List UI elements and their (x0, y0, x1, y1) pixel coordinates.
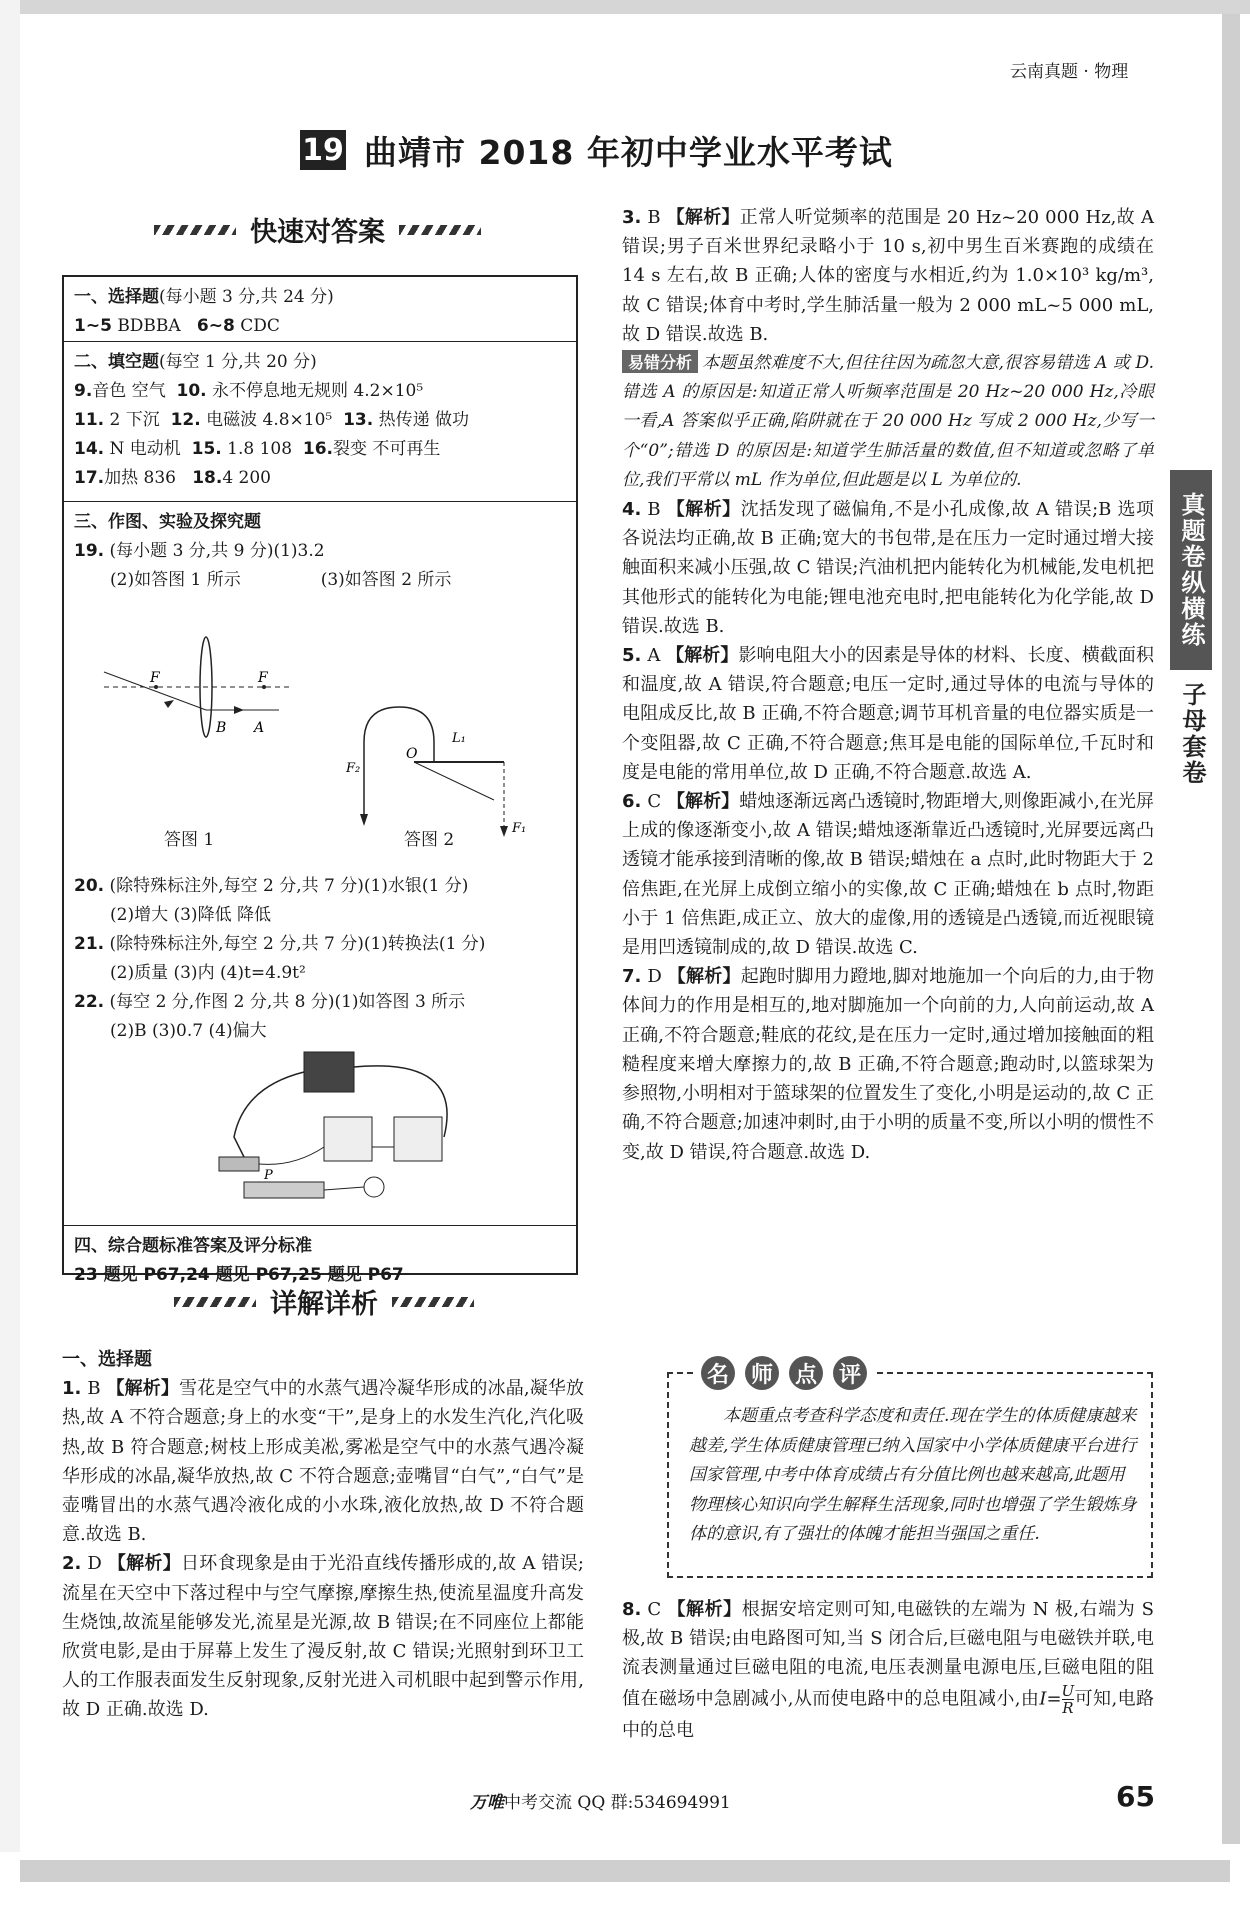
arrowhead (234, 706, 244, 714)
q-num: 3. (622, 207, 642, 228)
explanation-item (62, 1549, 584, 1724)
q-num: 6. (622, 791, 642, 813)
jiexi-tag: 【解析】 (666, 791, 740, 813)
footer-text: 中考交流 QQ 群:534694991 (504, 1793, 731, 1813)
fill-heading: 二、填空题 (74, 352, 159, 372)
q-num: 14. (74, 439, 105, 459)
fill-line (74, 406, 566, 435)
explanation-text-cont: 可知,电路中的总电 (622, 1688, 1154, 1741)
answer-choice-section (64, 277, 576, 342)
arrowhead (500, 826, 508, 837)
label-F: F (150, 670, 160, 686)
explanation-text: 正常人听觉频率的范围是 20 Hz~20 000 Hz,故 A 错误;男子百米世界纪录略小于 10 s,初中男生百米赛跑的成绩在 14 s 左右,故 B 正确;人体的密度与水相近,约为 1.0×10³ kg/m³,故 C 错误;体育中考时,学生肺活量一般为 2 000 mL~5 000 mL,故 D 错误.故选 B. (622, 207, 1154, 345)
choice-note: (每小题 3 分,共 24 分) (159, 287, 334, 307)
exam-number-badge: 19 (300, 130, 346, 170)
series-label: 云南真题 · 物理 (1010, 62, 1129, 82)
scan-edge-top (0, 0, 1250, 14)
fill-answer: 热传递 做功 (378, 410, 469, 430)
scan-edge-left (0, 0, 20, 1860)
q-num: 8. (622, 1599, 642, 1620)
q19-part2: (2)如答图 1 所示 (110, 570, 241, 590)
circuit-diagram (204, 1047, 504, 1207)
explanation-text: 雪花是空气中的水蒸气遇冷凝华形成的冰晶,凝华放热,故 A 不符合题意;身上的水变“干”,是身上的水发生汽化,汽化吸热,故 B 符合题意;树枝上形成美凇,雾凇是空气中的水蒸气遇冷凝华形成的冰晶,凝华放热,故 C 不符合题意;壶嘴冒“白气”,“白气”是壶嘴冒出的水蒸气遇冷液化成的小水珠,液化放热,故 D 不符合题意.故选 B. (62, 1378, 584, 1546)
footer (470, 1788, 731, 1813)
q-num: 12. (170, 410, 201, 430)
quick-answers-heading (140, 210, 495, 249)
q-num: 4. (622, 499, 642, 521)
q-num: 5. (622, 645, 642, 667)
answer-letter: D (87, 1553, 102, 1575)
arrowhead (360, 814, 368, 826)
choice-section-heading: 一、选择题 (62, 1349, 152, 1370)
answer-letter: D (647, 966, 662, 988)
answer-fill-section (64, 342, 576, 502)
left-column (62, 1345, 584, 1725)
q-num: 7. (622, 966, 642, 988)
label-F2: F₂ (346, 761, 361, 776)
q-num: 21. (74, 934, 105, 954)
right-column (622, 203, 1154, 1167)
lever-arm (364, 707, 434, 822)
page-title (300, 128, 893, 172)
explanation-text: 影响电阻大小的因素是导体的材料、长度、横截面积和温度,故 A 错误,符合题意;电压一定时,通过导体的电流与导体的电阻成反比,故 B 正确,不符合题意;调节耳机音量的电位器实质是一个变阻器,故 C 正确,不符合题意;焦耳是电能的国际单位,千瓦时和度是电能的常用单位,故 D 正确,不符合题意.故选 A. (622, 645, 1154, 783)
fill-answer: 4 200 (222, 468, 271, 488)
header-char: 师 (745, 1356, 779, 1390)
header-char: 名 (701, 1356, 735, 1390)
teacher-comment-header (695, 1356, 873, 1390)
choice-answers-1: BDBBA (117, 316, 181, 336)
battery (304, 1052, 354, 1092)
fill-answer: 永不停息地无规则 4.2×10⁵ (212, 381, 424, 401)
q-num: 11. (74, 410, 105, 430)
force-line (414, 762, 494, 800)
choice-range-2: 6~8 (196, 316, 235, 336)
explanation-item (62, 1374, 584, 1549)
hatch-decoration (154, 225, 236, 235)
detail-heading (160, 1282, 488, 1321)
jiexi-tag: 【解析】 (666, 499, 741, 521)
comp-heading: 四、综合题标准答案及评分标准 (74, 1236, 312, 1256)
hatch-decoration (399, 225, 481, 235)
formula-fraction (1062, 1683, 1075, 1716)
lens-diagram (94, 632, 294, 742)
fig1-caption: 答图 1 (164, 830, 215, 850)
fill-answer: 加热 836 (104, 468, 176, 488)
jiexi-tag: 【解析】 (666, 645, 739, 667)
fill-answer: 电磁波 4.8×10⁵ (206, 410, 333, 430)
ammeter (324, 1117, 372, 1161)
q-num: 18. (192, 468, 223, 488)
quick-heading-text: 快速对答案 (250, 217, 385, 248)
bulb (364, 1177, 384, 1197)
answer-exp-section (64, 502, 576, 1226)
explanation-item (622, 203, 1154, 349)
fig2-caption: 答图 2 (404, 830, 455, 850)
jiexi-tag: 【解析】 (106, 1378, 180, 1400)
choice-range-1: 1~5 (74, 316, 112, 336)
answer-letter: B (647, 207, 661, 228)
choice-answers-2: CDC (240, 316, 280, 336)
yicuo-text: 本题虽然难度不大,但往往因为疏忽大意,很容易错选 A 或 D.错选 A 的原因是:知道正常人听频率范围是 20 Hz~20 000 Hz,冷眼一看,A 答案似乎正确,陷阱就在于 20 000 Hz 写成 2 000 Hz,少写一个“0”;错选 D 的原因是:知道学生肺活量的数值,但不知道或忽略了单位,我们平常以 mL 作为单位,但此题是以 L 为单位的. (622, 353, 1154, 490)
answer-letter: B (647, 499, 661, 521)
answer-letter: B (87, 1378, 101, 1400)
fill-line (74, 435, 566, 464)
fill-line (74, 377, 566, 406)
q22-part2: (2)B (3)0.7 (4)偏大 (110, 1021, 267, 1041)
fill-answer: 2 下沉 (109, 410, 160, 430)
jiexi-tag: 【解析】 (107, 1553, 182, 1575)
fill-line (74, 464, 566, 493)
explanation-item (622, 1595, 1154, 1745)
exp-lower (74, 872, 554, 1046)
side-tab-secondary: 子母套卷 (1178, 682, 1206, 786)
page-number: 65 (1116, 1780, 1155, 1813)
exam-title: 曲靖市 2018 年初中学业水平考试 (364, 132, 893, 172)
scan-edge-right (1222, 14, 1240, 1844)
switch (219, 1157, 259, 1171)
explanation-text: 沈括发现了磁偏角,不是小孔成像,故 A 错误;B 选项各说法均正确,故 B 正确;宽大的书包带,是在压力一定时通过增大接触面积来减小压强,故 C 错误;汽油机把内能转化为机械能,发电机把其他形式的能转化为电能;锂电池充电时,把电能转化为化学能,故 D 错误.故选 B. (622, 499, 1154, 637)
fill-answer: N 电动机 (109, 439, 181, 459)
header-char: 点 (789, 1356, 823, 1390)
fill-answer: 音色 空气 (92, 381, 166, 401)
header-char: 评 (833, 1356, 867, 1390)
teacher-comment-text: 本题重点考查科学态度和责任.现在学生的体质健康越来越差,学生体质健康管理已纳入国家中小学体质健康平台进行国家管理,中考中体育成绩占有分值比例也越来越高,此题用物理核心知识向学生解释生活现象,同时也增强了学生锻炼身体的意识,有了强壮的体魄才能担当强国之重任. (689, 1406, 1137, 1544)
frac-denominator: R (1062, 1698, 1074, 1717)
right-column-bottom (622, 1595, 1154, 1745)
voltmeter (394, 1117, 442, 1161)
explanation-item (622, 641, 1154, 787)
q-num: 19. (74, 541, 105, 561)
q-num: 17. (74, 468, 105, 488)
yicuo-label: 易错分析 (622, 350, 698, 373)
label-A: A (254, 720, 265, 736)
explanation-text: 蜡烛逐渐远离凸透镜时,物距增大,则像距减小,在光屏上成的像逐渐变小,故 A 错误;蜡烛逐渐靠近凸透镜时,光屏要远离凸透镜才能承接到清晰的像,故 B 错误;蜡烛在 a 点时,此时物距大于 2 倍焦距,在光屏上成倒立缩小的实像,故 C 正确;蜡烛在 b 点时,物距小于 1 倍焦距,成正立、放大的虚像,用的透镜是凸透镜,而近视眼镜是用凹透镜制成的,故 D 错误.故选 C. (622, 791, 1155, 959)
jiexi-tag: 【解析】 (667, 966, 741, 988)
label-L1: L₁ (452, 731, 466, 746)
q-num: 15. (191, 439, 222, 459)
q21-answer: (除特殊标注外,每空 2 分,共 7 分)(1)转换法(1 分) (109, 934, 486, 954)
choice-heading: 一、选择题 (74, 287, 159, 307)
hatch-decoration (174, 1297, 256, 1307)
comp-line: 23 题见 P67,24 题见 P67,25 题见 P67 (74, 1265, 404, 1285)
answer-letter: C (647, 791, 662, 813)
label-F: F (258, 670, 268, 686)
arrowhead (164, 700, 174, 708)
label-B: B (216, 720, 227, 736)
teacher-comment-box (667, 1362, 1153, 1578)
q20-part2: (2)增大 (3)降低 降低 (110, 905, 271, 925)
label-O: O (406, 746, 418, 762)
answer-box (62, 275, 578, 1285)
answer-letter: A (647, 645, 661, 667)
wire (234, 1072, 304, 1157)
side-tab-primary: 真题卷纵横练 (1170, 470, 1212, 670)
explanation-text: 起跑时脚用力蹬地,脚对地施加一个向后的力,由于物体间力的作用是相互的,地对脚施加一个向前的力,人向前运动,故 A 正确,不符合题意;鞋底的花纹,是在压力一定时,通过增加接触面的粗糙程度来增大摩擦力的,故 B 正确,不符合题意;跑动时,以篮球架为参照物,小明相对于篮球架的位置发生了变化,小明是运动的,故 C 正确,不符合题意;加速冲刺时,由于小明的质量不变,所以小明的惯性不变,故 D 错误,符合题意.故选 D. (622, 966, 1154, 1163)
detail-heading-text: 详解详析 (270, 1289, 378, 1320)
q-num: 9. (74, 381, 93, 401)
explanation-item (622, 495, 1154, 641)
explanation-text: 根据安培定则可知,电磁铁的左端为 N 极,右端为 S 极,故 B 错误;由电路图可知,当 S 闭合后,巨磁电阻与电磁铁并联,电流表测量通过巨磁电阻的电流,电压表测量电源电压,巨磁电阻的阻值在磁场中急剧减小,从而使电路中的总电阻减小,由 (622, 1599, 1154, 1710)
q22-answer: (每空 2 分,作图 2 分,共 8 分)(1)如答图 3 所示 (109, 992, 466, 1012)
label-F1: F₁ (512, 821, 527, 836)
q-num: 16. (302, 439, 333, 459)
formula-lhs: I= (1039, 1688, 1062, 1710)
q-num: 22. (74, 992, 105, 1012)
q-num: 20. (74, 876, 105, 896)
hatch-decoration (392, 1297, 474, 1307)
publisher-logo: 万唯 (470, 1793, 504, 1813)
answer-letter: C (647, 1599, 662, 1620)
explanation-item (622, 787, 1154, 962)
q-num: 1. (62, 1378, 82, 1400)
explanation-text: 日环食现象是由于光沿直线传播形成的,故 A 错误;流星在天空中下落过程中与空气摩擦,摩擦生热,使流星温度升高发生烧蚀,故流星能够发光,流星是光源,故 B 错误;在不同座位上都能欣赏电影,是由于屏幕上发生了漫反射,故 C 错误;光照射到环卫工人的工作服表面发生反射现象,反射光进入司机眼中起到警示作用,故 D 正确.故选 D. (62, 1553, 584, 1721)
q-num: 10. (176, 381, 207, 401)
scan-edge-bottom (0, 1852, 1250, 1921)
q21-part2: (2)质量 (3)内 (4)t=4.9t² (110, 963, 306, 983)
q19-part3: (3)如答图 2 所示 (320, 570, 452, 590)
exp-heading: 三、作图、实验及探究题 (74, 512, 261, 532)
q-num: 13. (343, 410, 374, 430)
jiexi-tag: 【解析】 (666, 207, 740, 228)
fill-answer: 裂变 不可再生 (332, 439, 441, 459)
fill-answer: 1.8 108 (227, 439, 293, 459)
jiexi-tag: 【解析】 (667, 1599, 742, 1620)
frac-numerator: U (1061, 1681, 1075, 1700)
q-num: 2. (62, 1553, 82, 1575)
fill-note: (每空 1 分,共 20 分) (159, 352, 317, 372)
label-P: P (264, 1168, 273, 1183)
rheostat (244, 1182, 324, 1198)
yicuo-analysis (622, 349, 1154, 495)
q19-answer: (每小题 3 分,共 9 分)(1)3.2 (109, 541, 325, 561)
q20-answer: (除特殊标注外,每空 2 分,共 7 分)(1)水银(1 分) (109, 876, 469, 896)
explanation-item (622, 962, 1154, 1166)
